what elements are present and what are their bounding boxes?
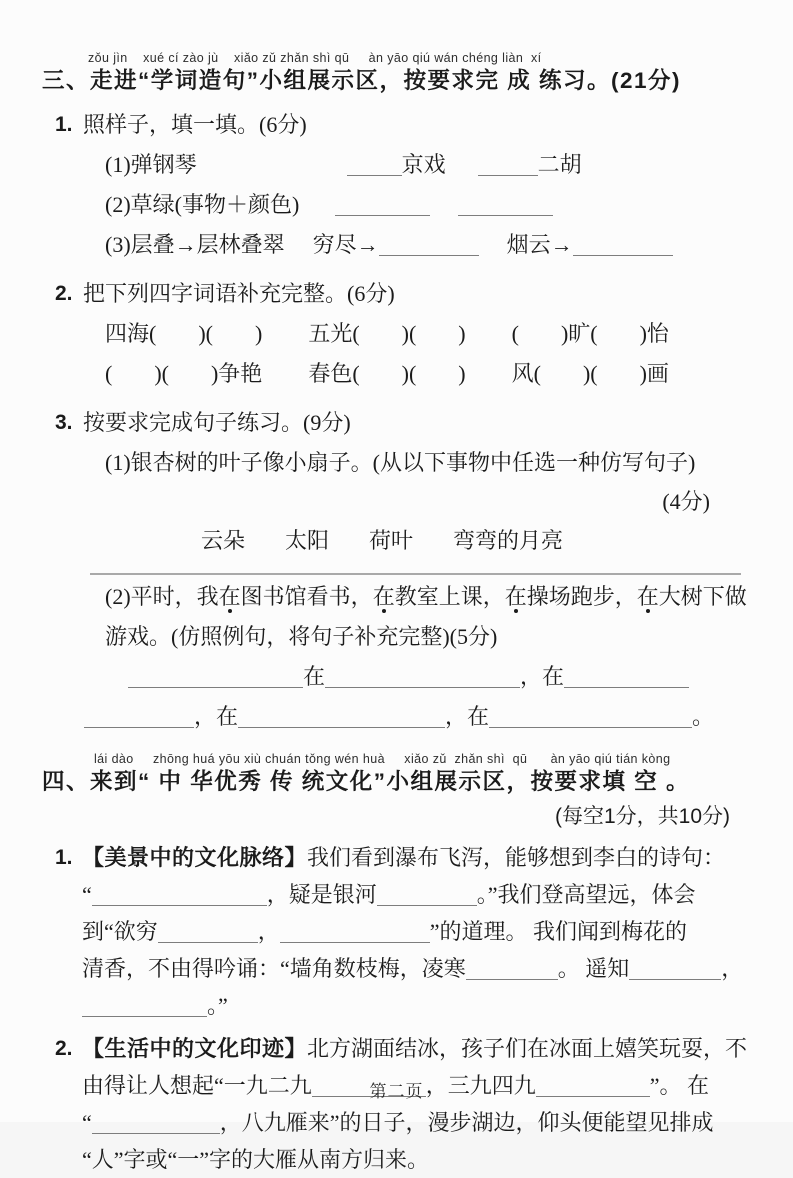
section-4 [42,751,748,1178]
text-segment: ) [254,321,263,346]
fill-line [105,145,743,185]
text-segment: 我们看到瀑布飞泻，能够想到李白的诗句： [307,845,726,870]
text-segment: 在 [303,664,326,689]
answer-blank [158,920,258,943]
section-3 [42,50,747,737]
paragraph-line [82,987,743,1024]
text-segment: 穷尽→ [312,232,379,257]
answer-blank [128,665,303,688]
text-segment: )争艳 [210,361,263,386]
answer-blank [238,705,445,728]
question-3 [55,403,747,737]
text-segment: “ [82,1110,92,1135]
text-segment: )( [582,361,598,386]
question-3-body [83,403,747,737]
question-4-1-number: 1. [55,846,73,869]
section-3-title: 三、走进“学词造句”小组展示区，按要求完 成 练习。(21分) [42,68,682,93]
question-2-body [83,274,743,394]
question-2-number: 2. [55,282,73,305]
question-4-2-number: 2. [55,1037,73,1060]
text-segment: 。” [207,993,228,1018]
answer-blank [564,665,689,688]
answer-line [84,697,743,737]
question-2-head: 把下列四字词语补充完整。(6分) [83,281,395,306]
text-segment: )( [154,361,169,386]
answer-line [128,657,743,697]
answer-blank [92,883,267,906]
text-segment: 北方湖面结冰，孩子们在冰面上嬉笑玩耍，不 [307,1036,748,1061]
section-4-score-note: (每空1分，共10分) [554,805,730,828]
answer-blank [466,957,558,980]
question-4-1 [42,839,743,1024]
text-segment: ，在 [445,704,490,729]
sentence-prompt [105,617,743,657]
text-segment: 。 [692,704,715,729]
answer-blank [84,705,194,728]
text-segment: 在 [636,584,659,609]
text-segment: ，疑是银河 [266,882,377,907]
text-segment: ) [458,321,466,346]
text-segment: (1)银杏树的叶子像小扇子。(从以下事物中任选一种仿写句子) [105,450,696,475]
answer-blank [347,153,402,176]
paragraph-line [82,876,743,913]
text-segment: “人”字或“一”字的大雁从南方归来。 [82,1147,430,1172]
text-segment: ) [458,361,466,386]
text-segment: )旷( [560,321,598,346]
text-segment: 图书馆看书， [240,584,373,609]
text-segment: ， [257,919,280,944]
answer-blank [478,153,538,176]
word-bank [201,521,743,561]
question-4-2-body [82,1030,748,1178]
text-segment: 。”我们登高望远，体会 [476,882,696,907]
text-segment: 太阳 [285,528,330,553]
text-segment: 风( [511,361,541,386]
text-segment: 弯弯的月亮 [453,528,564,553]
text-segment: 大树下做 [658,584,747,609]
text-segment: ”的道理。 我们闻到梅花的 [429,919,688,944]
text-segment: 烟云→ [506,232,573,257]
text-segment: 在 [372,584,395,609]
text-segment: ，在 [194,704,239,729]
question-3-head: 按要求完成句子练习。(9分) [83,410,351,435]
text-segment: )画 [639,361,669,386]
text-segment: 到“欲穷 [82,919,158,944]
idiom-row [105,354,743,394]
answer-blank [489,705,692,728]
text-segment: (2)平时，我 [105,584,219,609]
text-segment: 【美景中的文化脉络】 [82,845,308,870]
answer-blank [377,883,477,906]
text-segment: 在 [218,584,241,609]
answer-blank [573,233,673,256]
question-1-head: 照样子，填一填。(6分) [83,112,307,137]
footer-page-number: 第二页 [369,1082,424,1101]
question-1 [55,105,743,265]
paragraph-line [82,950,743,987]
text-segment: ，在 [520,664,565,689]
text-segment: )( [401,361,417,386]
text-segment: ”。 在 [649,1073,710,1098]
answer-blank [325,665,520,688]
text-segment: (2)草绿(事物＋颜色) [105,192,300,217]
section-3-pinyin: zǒu jìn xué cí zào jù xiǎo zǔ zhǎn shì qū àn yāo qiú wán chéng liàn xí [88,51,542,65]
text-segment: 。 遥知 [557,956,630,981]
question-4-1-body [82,839,743,1024]
paragraph-line [82,839,743,876]
text-segment: (1)弹钢琴 [105,152,197,177]
question-4-2 [42,1030,748,1178]
text-segment: ( [511,321,519,346]
text-segment: 游戏。(仿照例句，将句子补充完整)(5分) [105,624,498,649]
text-segment: ， [721,956,744,981]
answer-blank [629,957,721,980]
text-segment: 教室上课， [394,584,505,609]
sentence-prompt [105,443,743,483]
score-label: (4分) [662,489,710,514]
text-segment: 操场跑步， [526,584,637,609]
text-segment: ( [105,361,113,386]
answer-blank [458,193,553,216]
text-segment: 二胡 [537,152,582,177]
question-2 [55,274,743,394]
paragraph-line [82,913,743,950]
text-segment: 清香，不由得吟诵：“墙角数枝梅，凌寒 [82,956,466,981]
answer-rule [90,573,741,575]
answer-blank [92,1111,220,1134]
sentence-prompt [105,577,747,617]
text-segment: (3)层叠→层林叠翠 [105,232,285,257]
text-segment: 由得让人想起“一九二九 [82,1073,312,1098]
text-segment: “ [82,882,92,907]
text-segment: )( [401,321,417,346]
text-segment: )怡 [639,321,669,346]
paragraph-line [82,1030,748,1067]
idiom-row [105,314,743,354]
question-3-number: 3. [55,411,73,434]
section-4-title: 四、来到“ 中 华优秀 传 统文化”小组展示区，按要求填 空 。 [42,769,691,794]
text-segment: ，八九雁来”的日子，漫步湖边，仰头便能望见排成 [219,1110,714,1135]
text-segment: )( [198,321,213,346]
text-segment: 云朵 [201,528,246,553]
paragraph-line [82,1141,743,1178]
text-segment: 四海( [105,321,157,346]
text-segment: 五光( [308,321,360,346]
text-segment: 【生活中的文化印迹】 [82,1036,308,1061]
section-4-pinyin: lái dào zhōng huá yōu xiù chuán tǒng wén huà xiǎo zǔ zhǎn shì qū àn yāo qiú tián kòng [94,752,671,766]
paragraph-line [82,1104,743,1141]
text-segment: 荷叶 [369,528,414,553]
text-segment: ，三九四九 [425,1073,536,1098]
text-segment: 春色( [308,361,360,386]
fill-line [105,225,743,265]
fill-line [105,185,743,225]
answer-blank [379,233,479,256]
answer-blank [280,920,430,943]
answer-blank [335,193,430,216]
answer-blank [82,994,207,1017]
question-1-number: 1. [55,113,73,136]
text-segment: 在 [504,584,527,609]
question-1-body [83,105,743,265]
text-segment: 京戏 [401,152,446,177]
